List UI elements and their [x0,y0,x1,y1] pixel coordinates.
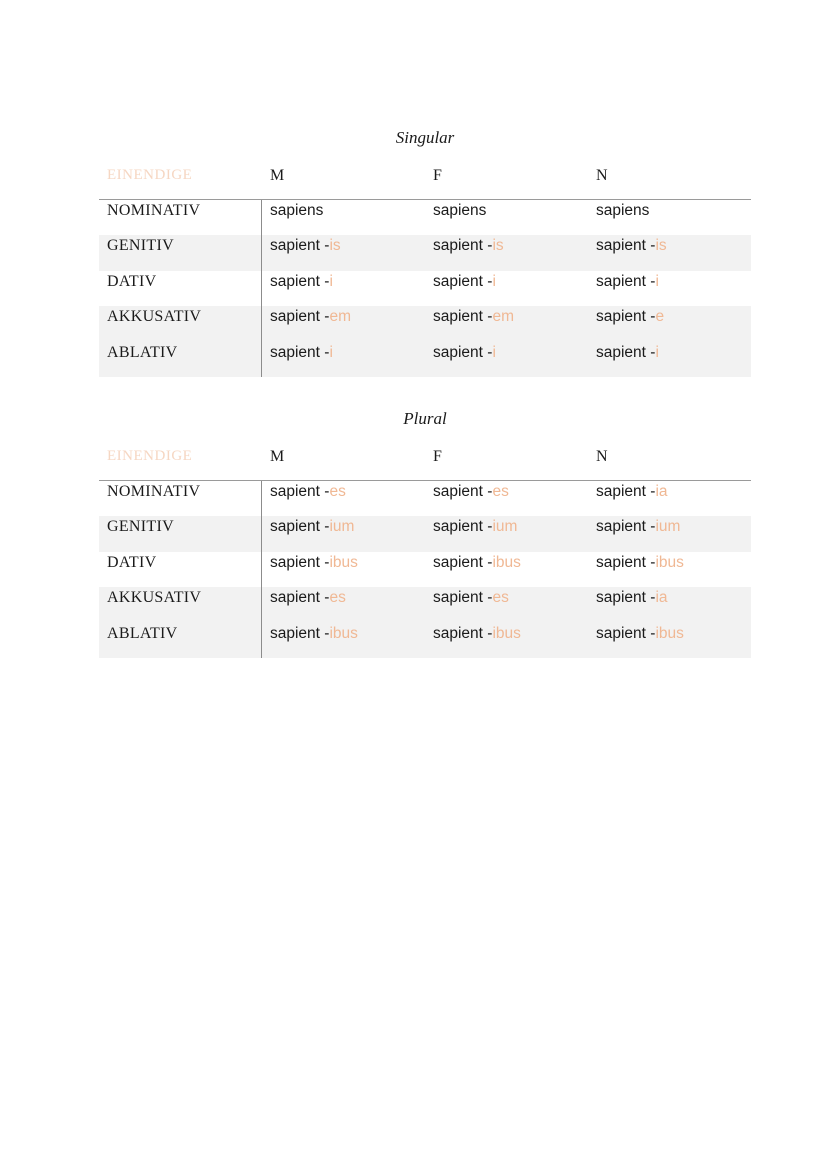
ending: ibus [492,624,521,642]
stem: sapient - [596,553,656,571]
cell-m [262,518,425,536]
stem: sapient - [433,237,493,255]
cell-m [262,308,425,326]
cell-m [262,483,425,501]
stem: sapient - [433,518,493,536]
case-label: NOMINATIV [107,483,201,500]
cell-m [262,344,425,362]
ending: i [329,272,333,290]
ending: i [655,272,659,290]
case-label: GENITIV [107,518,174,536]
ending: em [492,308,514,326]
ending: ium [492,518,518,536]
stem: sapient - [270,483,330,500]
ending: ia [655,483,668,500]
header-neuter: N [596,447,608,465]
stem: sapiens [433,202,487,219]
stem: sapient - [270,272,330,290]
case-label: DATIV [107,272,157,290]
stem: sapient - [433,624,493,642]
ending: i [492,343,496,361]
stem: sapient - [596,272,656,290]
table-row [99,342,751,377]
header-masculine: M [270,166,285,184]
section-title: Plural [403,409,447,428]
case-label: ABLATIV [107,343,178,361]
ending: ium [655,518,681,536]
cell-f [425,518,588,536]
table-row [99,200,751,235]
cell-n [588,518,751,536]
stem: sapient - [270,553,330,571]
ending: i [492,272,496,290]
stem: sapiens [270,202,324,219]
stem: sapient - [433,272,493,290]
case-label: DATIV [107,553,157,571]
table-row [99,552,751,587]
stem: sapient - [596,624,656,642]
case-label: GENITIV [107,237,174,255]
cell-f [425,554,588,572]
stem: sapient - [596,343,656,361]
cell-m [262,625,425,643]
ending: em [329,308,351,326]
plural-table [99,405,751,658]
stem: sapient - [596,518,656,536]
stem: sapient - [270,237,330,255]
cell-n [588,344,751,362]
ending: ium [329,518,355,536]
section-title: Singular [395,128,455,147]
cell-f [425,308,588,326]
table-row [99,516,751,551]
table-header [99,433,751,481]
stem: sapient - [270,308,330,326]
header-label: EINENDIGE [107,448,193,464]
stem: sapient - [433,553,493,571]
case-label: AKKUSATIV [107,308,202,326]
cell-n [588,237,751,255]
cell-f [425,344,588,362]
cell-m [262,237,425,255]
ending: es [329,483,346,500]
case-label: AKKUSATIV [107,589,202,607]
ending: es [329,589,346,607]
cell-f [425,202,588,220]
stem: sapient - [433,308,493,326]
stem: sapient - [596,308,656,326]
table-header [99,152,751,200]
ending: i [329,343,333,361]
ending: is [492,237,504,255]
ending: is [329,237,341,255]
stem: sapient - [270,343,330,361]
table-body [99,200,751,377]
table-body [99,481,751,658]
cell-n [588,625,751,643]
stem: sapient - [270,518,330,536]
case-label: NOMINATIV [107,202,201,219]
stem: sapiens [596,202,650,219]
cell-n [588,554,751,572]
header-feminine: F [433,166,442,184]
cell-m [262,202,425,220]
ending: i [655,343,659,361]
ending: e [655,308,665,326]
cell-f [425,273,588,291]
ending: ibus [329,553,358,571]
ending: ia [655,589,668,607]
cell-m [262,589,425,607]
table-row [99,481,751,516]
cell-n [588,589,751,607]
stem: sapient - [596,589,656,607]
table-row [99,235,751,270]
ending: es [492,483,509,500]
stem: sapient - [433,343,493,361]
stem: sapient - [433,483,493,500]
cell-f [425,625,588,643]
cell-n [588,202,751,220]
stem: sapient - [596,483,656,500]
cell-m [262,273,425,291]
ending: es [492,589,509,607]
ending: ibus [492,553,521,571]
cell-n [588,483,751,501]
cell-f [425,237,588,255]
case-label: ABLATIV [107,624,178,642]
header-label: EINENDIGE [107,167,193,183]
ending: ibus [655,624,684,642]
header-neuter: N [596,166,608,184]
table-row [99,271,751,306]
header-feminine: F [433,447,442,465]
stem: sapient - [270,624,330,642]
cell-n [588,308,751,326]
stem: sapient - [270,589,330,607]
table-row [99,587,751,622]
cell-n [588,273,751,291]
singular-table [99,124,751,377]
ending: ibus [655,553,684,571]
cell-m [262,554,425,572]
table-row [99,623,751,658]
stem: sapient - [596,237,656,255]
table-row [99,306,751,341]
ending: is [655,237,667,255]
ending: ibus [329,624,358,642]
header-masculine: M [270,447,285,465]
cell-f [425,589,588,607]
cell-f [425,483,588,501]
stem: sapient - [433,589,493,607]
